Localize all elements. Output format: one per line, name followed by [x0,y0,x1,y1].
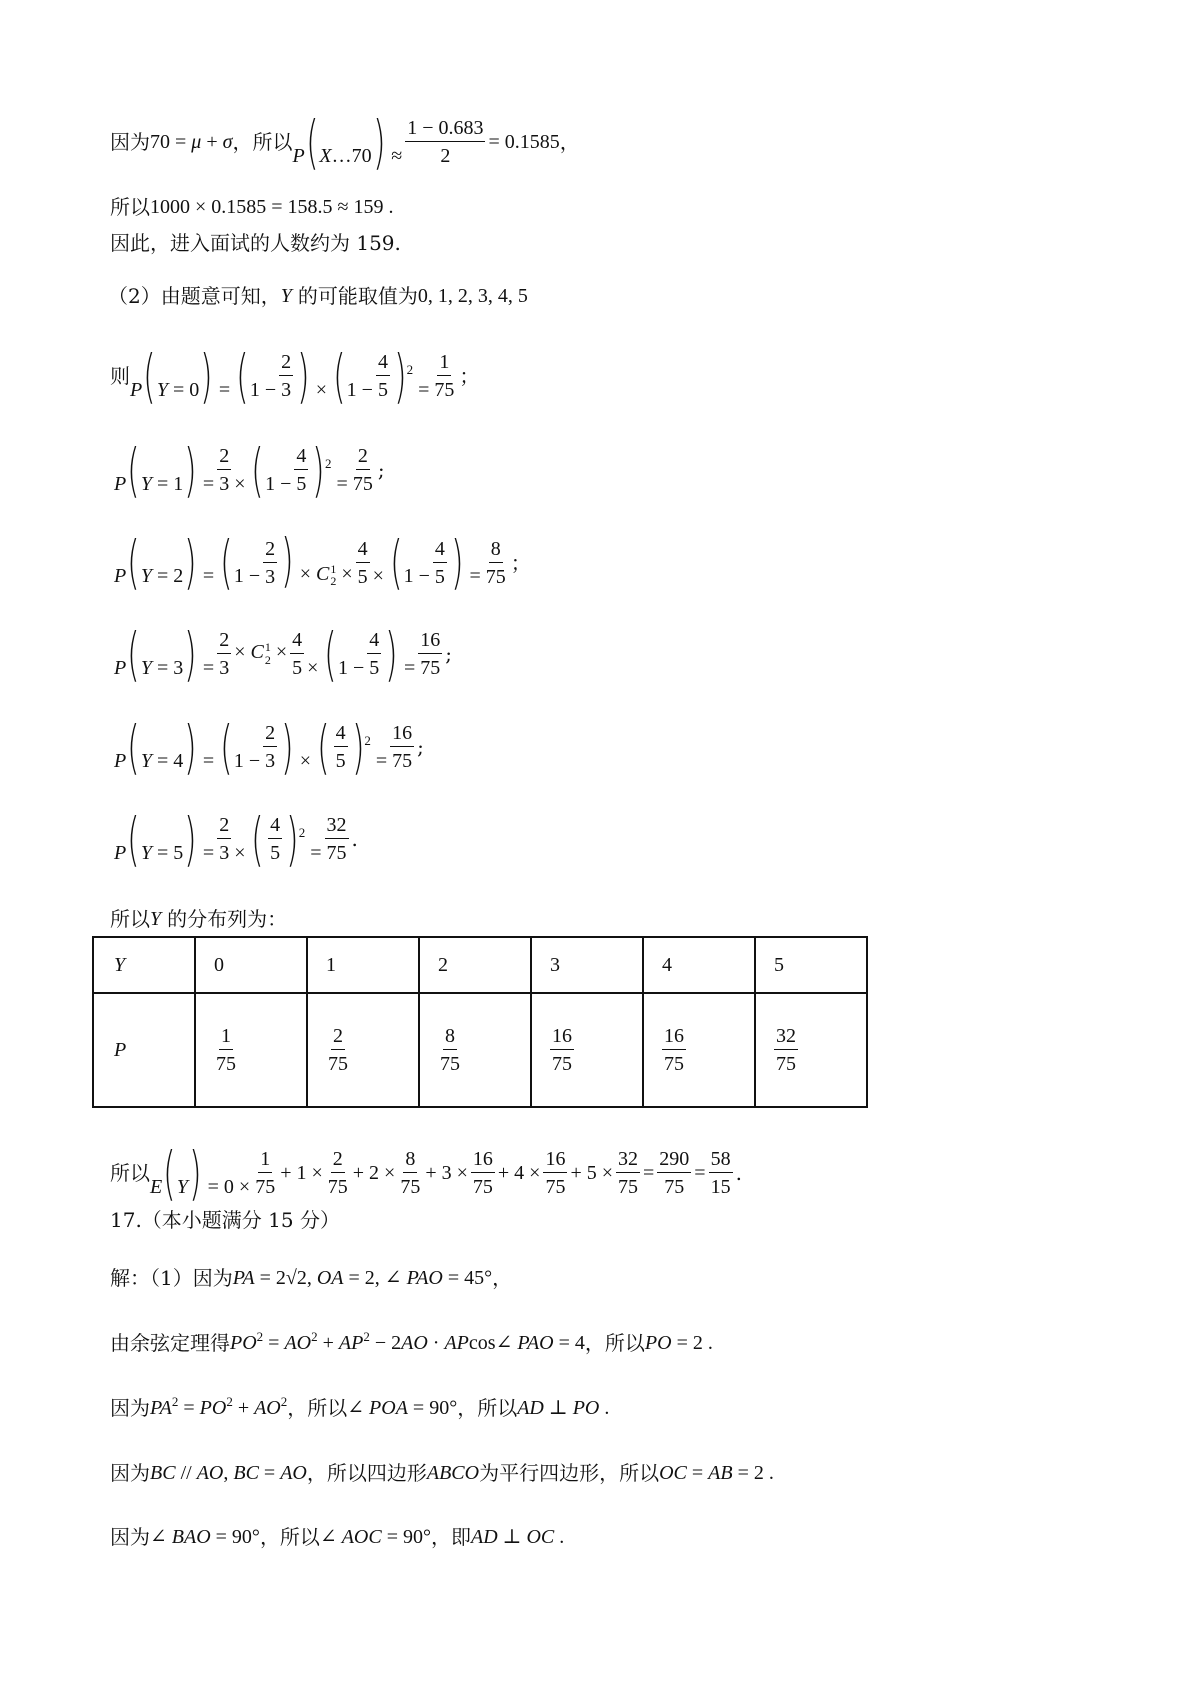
table-cell: $\frac{16}{75}$ [531,993,643,1107]
table-row [93,993,867,1107]
table-header-cell: 2 [419,937,531,993]
expectation-formula: 所以 E(Y) = 0 × $\frac{1}{75}$ + 1 × $\frac{2}{75}$ + 2 × $\frac{8}{75}$ + 3 × $\frac{16}{75}$ + 4 × $\frac{16}{75}$ + 5 × $\frac{32}{75}$ = $\frac{290}{75}$ = $\frac{58}{15}$ . [110,1138,742,1207]
question-17-title: 17.（本小题满分 15 分） [110,1208,340,1232]
line-conclusion: 因此，进入面试的人数约为 159. [110,231,401,255]
q17-line-3: 因为 $PA^2 = PO^2 + AO^2$ ，所以 ∠ POA = 90° ，所以 AD ⊥ PO . [110,1394,610,1420]
table-cell: $\frac{2}{75}$ [307,993,419,1107]
table-header-cell: Y [93,937,195,993]
table-header-cell: 1 [307,937,419,993]
distribution-table [92,936,868,1108]
line-count: 所以 1000 × 0.1585 = 158.5 ≈ 159 . [110,195,394,219]
formula-p3: P(Y = 3) = $\frac{2}{3}$ × C 1 2 × $\frac{4}{5}$ × (1 − $\frac{4}{5}$ ) = $\frac{16}{75}$ ; [114,619,452,688]
formula-p1: P(Y = 1) = $\frac{2}{3}$ × (1 − $\frac{4}{5}$ )$^2$ = $\frac{2}{75}$ ; [114,435,385,504]
formula-p0: 则 P(Y = 0) = (1 − $\frac{2}{3}$ ) × (1 − $\frac{4}{5}$ )$^2$ = $\frac{1}{75}$ ； [110,341,480,410]
formula-p2: P(Y = 2) = (1 − $\frac{2}{3}$ ) × C 1 2 × $\frac{4}{5}$ × (1 − $\frac{4}{5}$ ) = $\frac{8}{75}$ ； [114,526,531,596]
table-cell: $\frac{16}{75}$ [643,993,755,1107]
table-header-cell: 5 [755,937,867,993]
line-sigma: 因为 70 = μ + σ ，所以 P(X…70) ≈ $\frac{1 - 0.683}{2}$ = 0.1585 ， [110,107,580,176]
table-row [93,937,867,993]
table-header-cell: 4 [643,937,755,993]
q17-line-1: 解：（1）因为 PA = 2√2, OA = 2, ∠ PAO = 45° ， [110,1266,513,1290]
distribution-label: 所以 Y 的分布列为： [110,907,288,931]
q17-line-4: 因为 BC // AO, BC = AO ，所以四边形 ABCO 为平行四边形，所以 OC = AB = 2 . [110,1461,774,1485]
table-cell: $\frac{32}{75}$ [755,993,867,1107]
table-label-cell: P [93,993,195,1107]
table-header-cell: 3 [531,937,643,993]
formula-p4: P(Y = 4) = (1 − $\frac{2}{3}$ ) × ( 4 5 )$^2$ = $\frac{16}{75}$ ; [114,712,424,781]
formula-p5: P(Y = 5) = $\frac{2}{3}$ × ( 4 5 )$^2$ = $\frac{32}{75}$ . [114,804,358,873]
table-cell: $\frac{1}{75}$ [195,993,307,1107]
table-header-cell: 0 [195,937,307,993]
line-values: （2）由题意可知， Y 的可能取值为 0, 1, 2, 3, 4, 5 [108,284,528,308]
table-cell: $\frac{8}{75}$ [419,993,531,1107]
q17-line-5: 因为 ∠ BAO = 90° ，所以 ∠ AOC = 90° ，即 AD ⊥ OC . [110,1525,565,1549]
q17-line-2: 由余弦定理得 $PO^2 = AO^2 + AP^2 - 2AO$ · APcos∠ PAO = 4 ，所以 PO = 2 . [110,1329,713,1355]
